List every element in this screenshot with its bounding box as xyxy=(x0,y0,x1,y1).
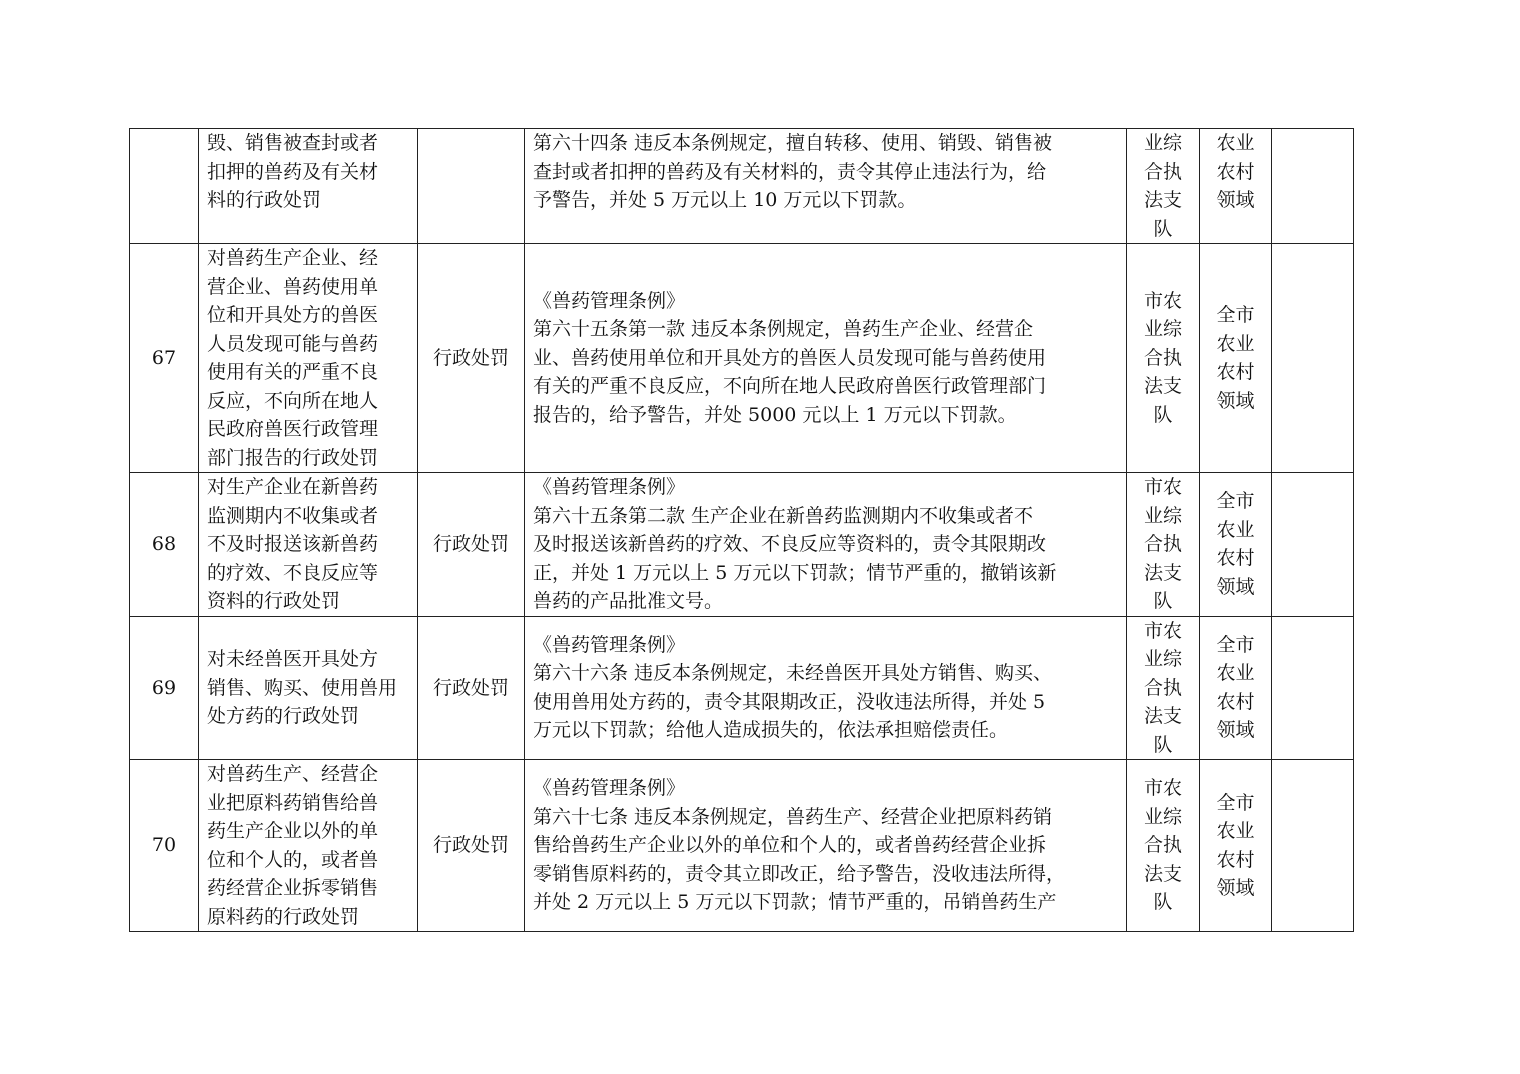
legal-basis-line: 零销售原料药的，责令其立即改正，给予警告，没收违法所得， xyxy=(533,862,1066,885)
scope-line: 领域 xyxy=(1216,575,1255,598)
table-row xyxy=(130,244,1354,473)
table-row xyxy=(130,473,1354,617)
legal-basis-line: 《兽药管理条例》 xyxy=(533,476,686,498)
item-name-line: 使用有关的严重不良 xyxy=(207,361,379,383)
department-line: 法支 xyxy=(1143,375,1182,398)
scope-line: 农业 xyxy=(1216,518,1255,541)
department-line: 业综 xyxy=(1143,504,1182,527)
enforcement-department xyxy=(1127,473,1200,617)
legal-basis-line: 第六十七条 违反本条例规定，兽药生产、经营企业把原料药销 xyxy=(533,805,1053,828)
scope-line: 全市 xyxy=(1216,791,1255,814)
scope-line: 农业 xyxy=(1216,820,1255,842)
penalty-item-name xyxy=(199,244,418,473)
power-type xyxy=(418,129,525,244)
legal-basis-line: 万元以下罚款；给他人造成损失的，依法承担赔偿责任。 xyxy=(533,719,1009,742)
department-line: 法支 xyxy=(1143,705,1182,727)
department-line: 队 xyxy=(1153,590,1173,612)
item-name-line: 药生产企业以外的单 xyxy=(207,820,379,842)
item-name-line: 人员发现可能与兽药 xyxy=(207,332,379,355)
department-line: 队 xyxy=(1153,891,1173,914)
penalty-item-name xyxy=(199,129,418,244)
power-type: 行政处罚 xyxy=(418,244,525,473)
row-number: 70 xyxy=(130,760,199,932)
department-line: 合执 xyxy=(1143,676,1182,699)
item-name-line: 业把原料药销售给兽 xyxy=(207,791,379,814)
item-name-line: 位和开具处方的兽医 xyxy=(207,304,379,326)
item-name-line: 原料药的行政处罚 xyxy=(207,905,360,928)
item-name-line: 反应，不向所在地人 xyxy=(207,389,379,412)
scope-line: 农业 xyxy=(1216,332,1255,355)
scope-line: 农村 xyxy=(1216,361,1255,383)
department-line: 市农 xyxy=(1143,476,1182,498)
scope-line: 农业 xyxy=(1216,132,1255,154)
row-number: 67 xyxy=(130,244,199,473)
legal-basis xyxy=(525,473,1127,617)
department-line: 合执 xyxy=(1143,834,1182,857)
power-type: 行政处罚 xyxy=(418,760,525,932)
table-row xyxy=(130,616,1354,760)
scope-line: 全市 xyxy=(1216,490,1255,513)
remark xyxy=(1272,616,1354,760)
department-line: 合执 xyxy=(1143,533,1182,555)
department-line: 队 xyxy=(1153,403,1173,426)
table-row xyxy=(130,760,1354,932)
table-row xyxy=(130,129,1354,244)
item-name-line: 部门报告的行政处罚 xyxy=(207,446,379,469)
department-line: 法支 xyxy=(1143,862,1182,885)
remark xyxy=(1272,760,1354,932)
item-name-line: 民政府兽医行政管理 xyxy=(207,418,379,440)
legal-basis xyxy=(525,760,1127,932)
jurisdiction-scope xyxy=(1200,244,1272,473)
penalty-item-name xyxy=(199,473,418,617)
department-line: 市农 xyxy=(1143,289,1182,312)
department-line: 市农 xyxy=(1143,777,1182,800)
legal-basis-line: 售给兽药生产企业以外的单位和个人的，或者兽药经营企业拆 xyxy=(533,834,1047,857)
enforcement-department xyxy=(1127,129,1200,244)
legal-basis-line: 有关的严重不良反应，不向所在地人民政府兽医行政管理部门 xyxy=(533,375,1047,398)
row-number xyxy=(130,129,199,244)
scope-line: 农村 xyxy=(1216,690,1255,713)
item-name-line: 毁、销售被查封或者 xyxy=(207,132,379,154)
remark xyxy=(1272,473,1354,617)
item-name-line: 位和个人的，或者兽 xyxy=(207,848,379,871)
remark xyxy=(1272,129,1354,244)
power-type: 行政处罚 xyxy=(418,616,525,760)
remark xyxy=(1272,244,1354,473)
item-name-line: 对兽药生产企业、经 xyxy=(207,247,379,269)
department-line: 市农 xyxy=(1143,619,1182,642)
legal-basis-line: 第六十四条 违反本条例规定，擅自转移、使用、销毁、销售被 xyxy=(533,132,1053,154)
department-line: 合执 xyxy=(1143,160,1182,183)
legal-basis-line: 予警告，并处 5 万元以上 10 万元以下罚款。 xyxy=(533,189,917,211)
legal-basis-line: 并处 2 万元以上 5 万元以下罚款；情节严重的，吊销兽药生产 xyxy=(533,891,1057,914)
item-name-line: 扣押的兽药及有关材 xyxy=(207,160,379,183)
scope-line: 农业 xyxy=(1216,662,1255,685)
item-name-line: 不及时报送该新兽药 xyxy=(207,533,379,555)
item-name-line: 销售、购买、使用兽用 xyxy=(207,676,398,699)
legal-basis-line: 查封或者扣押的兽药及有关材料的，责令其停止违法行为，给 xyxy=(533,160,1047,183)
legal-basis-line: 业、兽药使用单位和开具处方的兽医人员发现可能与兽药使用 xyxy=(533,346,1047,369)
scope-line: 农村 xyxy=(1216,547,1255,570)
legal-basis-line: 报告的，给予警告，并处 5000 元以上 1 万元以下罚款。 xyxy=(533,403,1017,426)
jurisdiction-scope xyxy=(1200,473,1272,617)
legal-basis-line: 正，并处 1 万元以上 5 万元以下罚款；情节严重的，撤销该新 xyxy=(533,561,1057,584)
jurisdiction-scope xyxy=(1200,129,1272,244)
jurisdiction-scope xyxy=(1200,760,1272,932)
legal-basis-line: 使用兽用处方药的，责令其限期改正，没收违法所得，并处 5 xyxy=(533,690,1046,713)
item-name-line: 对未经兽医开具处方 xyxy=(207,648,379,670)
scope-line: 领域 xyxy=(1216,877,1255,899)
legal-basis-line: 第六十六条 违反本条例规定，未经兽医开具处方销售、购买、 xyxy=(533,662,1053,685)
legal-basis-line: 及时报送该新兽药的疗效、不良反应等资料的，责令其限期改 xyxy=(533,533,1047,555)
department-line: 业综 xyxy=(1143,648,1182,670)
department-line: 合执 xyxy=(1143,346,1182,369)
scope-line: 农村 xyxy=(1216,160,1255,183)
jurisdiction-scope xyxy=(1200,616,1272,760)
legal-basis-line: 《兽药管理条例》 xyxy=(533,289,686,312)
item-name-line: 料的行政处罚 xyxy=(207,189,322,211)
table-body xyxy=(130,129,1354,932)
item-name-line: 处方药的行政处罚 xyxy=(207,705,360,727)
penalty-item-name xyxy=(199,760,418,932)
item-name-line: 药经营企业拆零销售 xyxy=(207,877,379,899)
legal-basis-line: 《兽药管理条例》 xyxy=(533,777,686,800)
legal-basis-line: 《兽药管理条例》 xyxy=(533,633,686,656)
enforcement-department xyxy=(1127,244,1200,473)
item-name-line: 对生产企业在新兽药 xyxy=(207,476,379,498)
department-line: 业综 xyxy=(1143,318,1182,341)
legal-basis xyxy=(525,616,1127,760)
legal-basis xyxy=(525,129,1127,244)
penalty-table xyxy=(129,128,1354,932)
item-name-line: 营企业、兽药使用单 xyxy=(207,275,379,298)
enforcement-department xyxy=(1127,616,1200,760)
penalty-item-name xyxy=(199,616,418,760)
enforcement-department xyxy=(1127,760,1200,932)
department-line: 业综 xyxy=(1143,805,1182,828)
legal-basis xyxy=(525,244,1127,473)
department-line: 业综 xyxy=(1143,132,1182,154)
power-type: 行政处罚 xyxy=(418,473,525,617)
scope-line: 全市 xyxy=(1216,304,1255,326)
item-name-line: 对兽药生产、经营企 xyxy=(207,763,379,785)
department-line: 法支 xyxy=(1143,189,1182,211)
department-line: 队 xyxy=(1153,217,1173,240)
item-name-line: 监测期内不收集或者 xyxy=(207,504,379,527)
legal-basis-line: 兽药的产品批准文号。 xyxy=(533,590,724,612)
scope-line: 全市 xyxy=(1216,633,1255,656)
row-number: 69 xyxy=(130,616,199,760)
scope-line: 农村 xyxy=(1216,848,1255,871)
scope-line: 领域 xyxy=(1216,189,1255,211)
legal-basis-line: 第六十五条第一款 违反本条例规定，兽药生产企业、经营企 xyxy=(533,318,1034,341)
item-name-line: 的疗效、不良反应等 xyxy=(207,561,379,584)
scope-line: 领域 xyxy=(1216,389,1255,412)
legal-basis-line: 第六十五条第二款 生产企业在新兽药监测期内不收集或者不 xyxy=(533,504,1034,527)
row-number: 68 xyxy=(130,473,199,617)
department-line: 队 xyxy=(1153,733,1173,756)
item-name-line: 资料的行政处罚 xyxy=(207,590,341,612)
scope-line: 领域 xyxy=(1216,719,1255,742)
department-line: 法支 xyxy=(1143,561,1182,584)
